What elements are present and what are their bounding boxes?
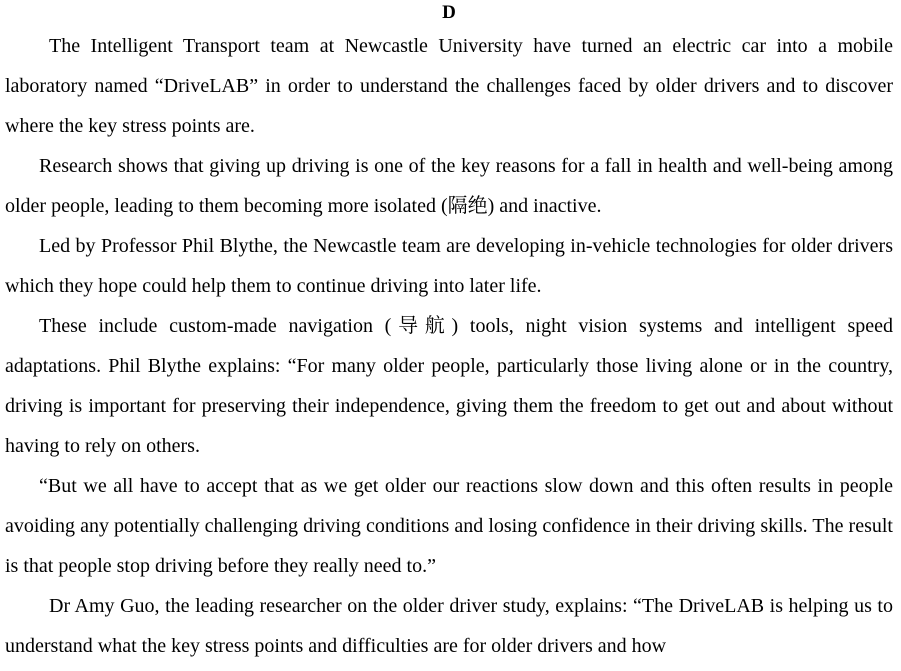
paragraph-reactions-quote: “But we all have to accept that as we get older our reactions slow down and this often results in people avoiding any potentially challenging driving conditions and losing confidence in their driving skills. The result is that people stop driving before they really need to.” — [5, 475, 893, 577]
paragraph-technologies: These include custom-made navigation (导航) tools, night vision systems and intelligent speed adaptations. Phil Blythe explains: “For many older people, particularly those living alone or in the country, driving is important for preserving their independence, giving them the freedom to get out and about without having to rely on others. — [5, 315, 893, 457]
section-heading: D — [442, 2, 456, 23]
paragraph-research-findings: Research shows that giving up driving is one of the key reasons for a fall in health and well-being among older people, leading to them becoming more isolated (隔绝) and inactive. — [5, 155, 893, 217]
paragraph-professor-blythe: Led by Professor Phil Blythe, the Newcastle team are developing in-vehicle technologies for older drivers which they hope could help them to continue driving into later life. — [5, 235, 893, 297]
paragraph-amy-guo: Dr Amy Guo, the leading researcher on the older driver study, explains: “The DriveLAB is helping us to understand what the key stress points and difficulties are for older drivers and how — [5, 595, 893, 657]
paragraph-drivelab-intro: The Intelligent Transport team at Newcastle University have turned an electric car into a mobile laboratory named “DriveLAB” in order to understand the challenges faced by older drivers and to discover where the key stress points are. — [5, 35, 893, 137]
